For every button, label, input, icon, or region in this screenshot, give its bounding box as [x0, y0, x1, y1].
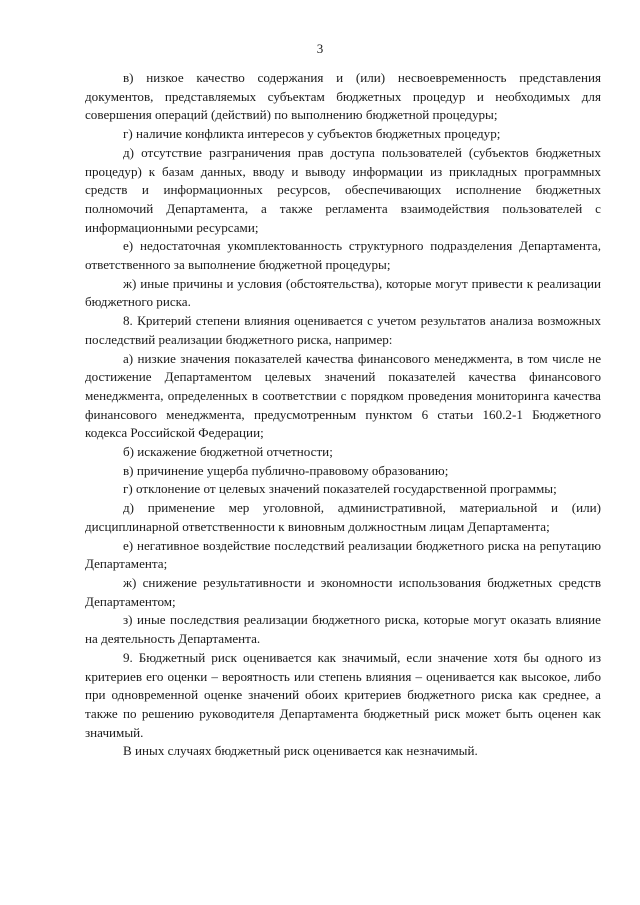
paragraph-a-low-indicators: а) низкие значения показателей качества финансового менеджмента, в том числе не достижение Департаментом целевых значений показателей качества финансового менеджмента, определенных в соответствии с порядком проведения мониторинга качества финансового менеджмента, предусмотренным пунктом 6 статьи 160.2-1 Бюджетного кодекса Российской Федерации;: [85, 350, 601, 441]
paragraph-v-damage: в) причинение ущерба публично-правовому образованию;: [123, 462, 449, 478]
paragraph-b-reporting-distortion: б) искажение бюджетной отчетности;: [123, 444, 333, 460]
paragraph-insignificant-risk: В иных случаях бюджетный риск оценивается как незначимый.: [123, 743, 478, 759]
paragraph-9-significant-risk: 9. Бюджетный риск оценивается как значимый, если значение хотя бы одного из критериев его оценки – вероятность или степень влияния – оценивается как высокое, либо при одновременной оценке значений обоих критериев бюджетного риска как среднее, а также по решению руководителя Департамента бюджетный риск может быть оценен как значимый.: [85, 649, 601, 740]
paragraph-8-impact-criterion: 8. Критерий степени влияния оценивается с учетом результатов анализа возможных последствий реализации бюджетного риска, например:: [85, 313, 601, 347]
paragraph-v-low-quality-documents: в) низкое качество содержания и (или) несвоевременность представления документов, представляемых субъектам бюджетных процедур и необходимых для совершения операций (действий) по выполнению бюджетной процедуры;: [85, 70, 601, 123]
page-number: 3: [316, 41, 324, 56]
paragraph-e-staffing: е) недостаточная укомплектованность структурного подразделения Департамента, ответственного за выполнение бюджетной процедуры;: [85, 238, 601, 273]
paragraph-g-conflict-of-interest: г) наличие конфликта интересов у субъектов бюджетных процедур;: [123, 126, 501, 142]
paragraph-d-liability: д) применение мер уголовной, административной, материальной и (или) дисциплинарной ответственности к виновным должностным лицам Департамента;: [85, 500, 601, 534]
paragraph-e-reputation: е) негативное воздействие последствий реализации бюджетного риска на репутацию Департамента;: [85, 537, 601, 572]
paragraph-zh-other-causes: ж) иные причины и условия (обстоятельства), которые могут привести к реализации бюджетного риска.: [85, 275, 601, 310]
paragraph-zh-efficiency: ж) снижение результативности и экономности использования бюджетных средств Департаментом;: [85, 574, 601, 609]
document-body: [85, 69, 601, 761]
paragraph-g-deviation: г) отклонение от целевых значений показателей государственной программы;: [123, 481, 557, 497]
paragraph-z-other-consequences: з) иные последствия реализации бюджетного риска, которые могут оказать влияние на деятельность Департамента.: [85, 612, 601, 647]
paragraph-d-access-rights: д) отсутствие разграничения прав доступа пользователей (субъектов бюджетных процедур) к базам данных, вводу и выводу информации из прикладных программных средств и информационных ресурсов, обеспечивающих исполнение бюджетных полномочий Департамента, а также регламента взаимодействия пользователей с информационными ресурсами;: [85, 144, 601, 235]
